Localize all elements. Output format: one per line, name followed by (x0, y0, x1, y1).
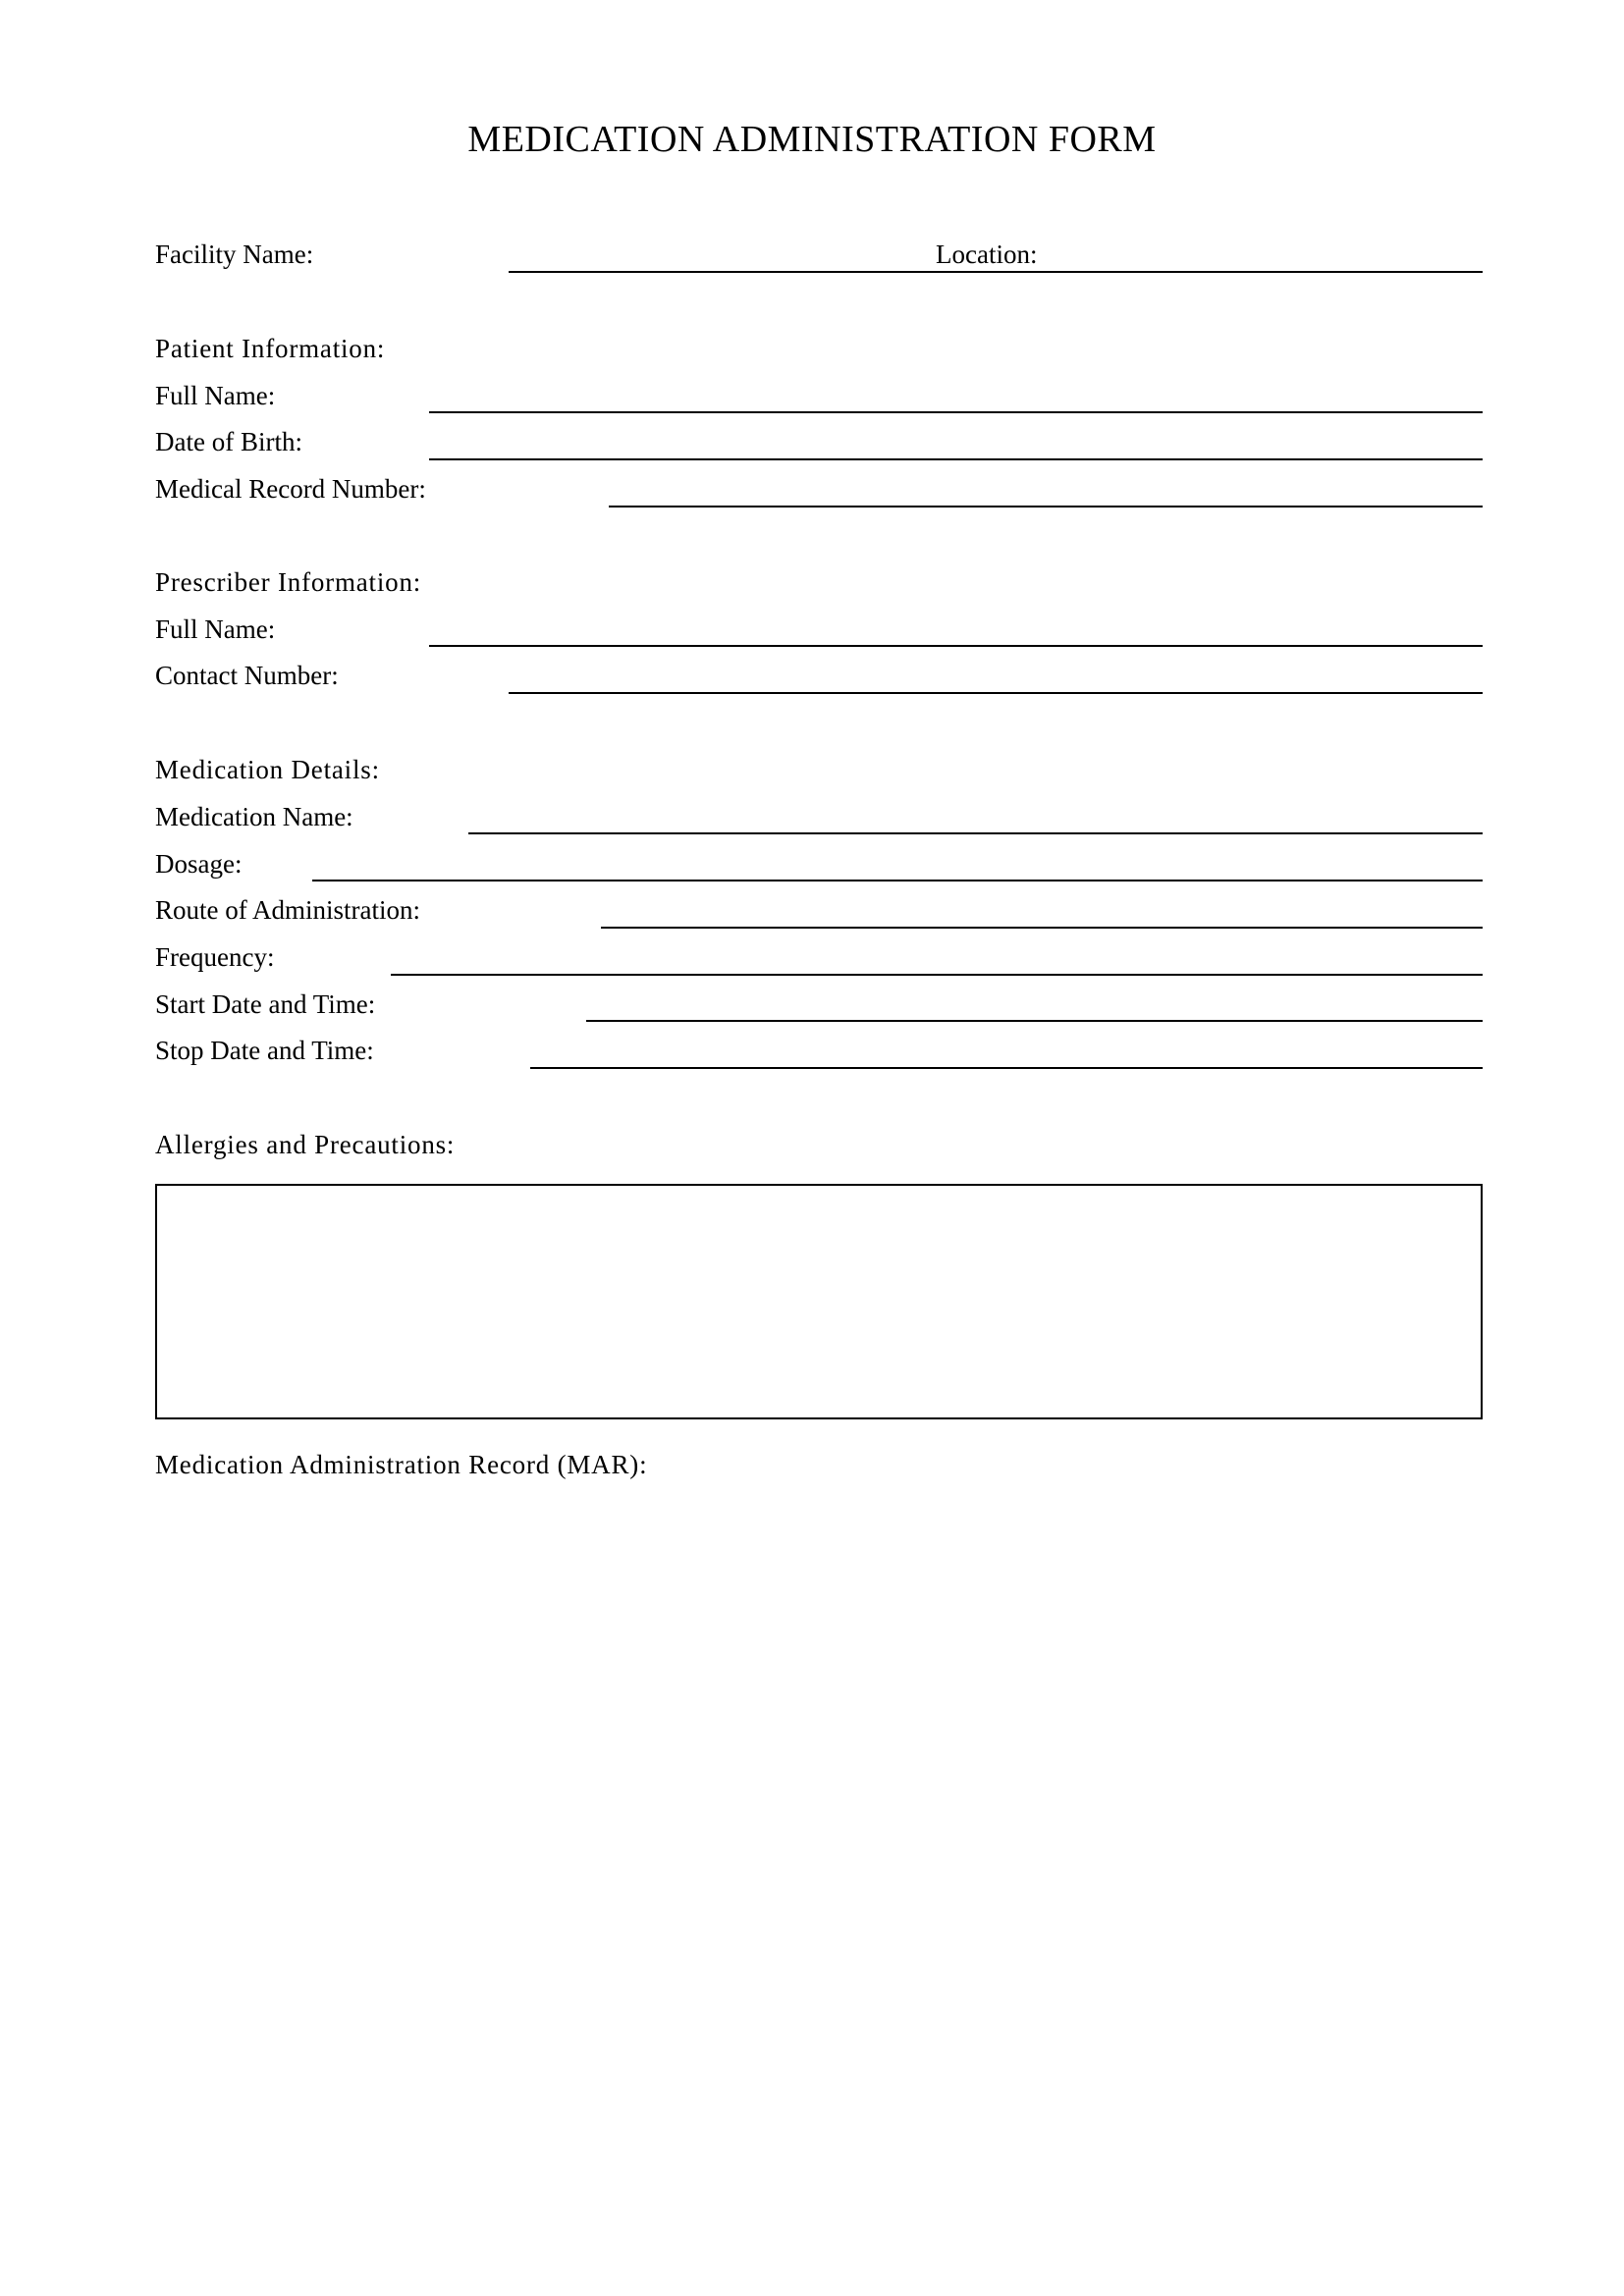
prescriber-contact-label: Contact Number: (155, 661, 339, 690)
prescriber-contact-field[interactable] (509, 692, 1483, 694)
start-datetime-field[interactable] (586, 1020, 1483, 1022)
medication-details-heading: Medication Details: (155, 755, 380, 784)
facility-name-field[interactable] (509, 271, 1483, 273)
patient-mrn-field[interactable] (609, 506, 1483, 507)
allergies-heading: Allergies and Precautions: (155, 1130, 456, 1159)
prescriber-info-heading: Prescriber Information: (155, 567, 422, 597)
allergies-textarea[interactable] (155, 1184, 1483, 1419)
route-label: Route of Administration: (155, 895, 420, 925)
route-field[interactable] (601, 927, 1483, 929)
patient-full-name-label: Full Name: (155, 381, 276, 410)
stop-datetime-label: Stop Date and Time: (155, 1036, 374, 1065)
prescriber-full-name-label: Full Name: (155, 614, 276, 644)
location-label: Location: (936, 240, 1038, 269)
facility-name-label: Facility Name: (155, 240, 314, 269)
form-title: MEDICATION ADMINISTRATION FORM (467, 119, 1157, 160)
dosage-field[interactable] (312, 880, 1483, 881)
frequency-field[interactable] (391, 974, 1483, 976)
frequency-label: Frequency: (155, 942, 275, 972)
prescriber-full-name-field[interactable] (429, 645, 1483, 647)
medication-name-label: Medication Name: (155, 802, 353, 831)
patient-full-name-field[interactable] (429, 411, 1483, 413)
mar-heading: Medication Administration Record (MAR): (155, 1450, 648, 1479)
patient-mrn-label: Medical Record Number: (155, 474, 426, 504)
dosage-label: Dosage: (155, 849, 243, 879)
patient-dob-field[interactable] (429, 458, 1483, 460)
medication-name-field[interactable] (468, 832, 1483, 834)
patient-dob-label: Date of Birth: (155, 427, 302, 456)
stop-datetime-field[interactable] (530, 1067, 1483, 1069)
start-datetime-label: Start Date and Time: (155, 989, 376, 1019)
patient-info-heading: Patient Information: (155, 334, 386, 363)
